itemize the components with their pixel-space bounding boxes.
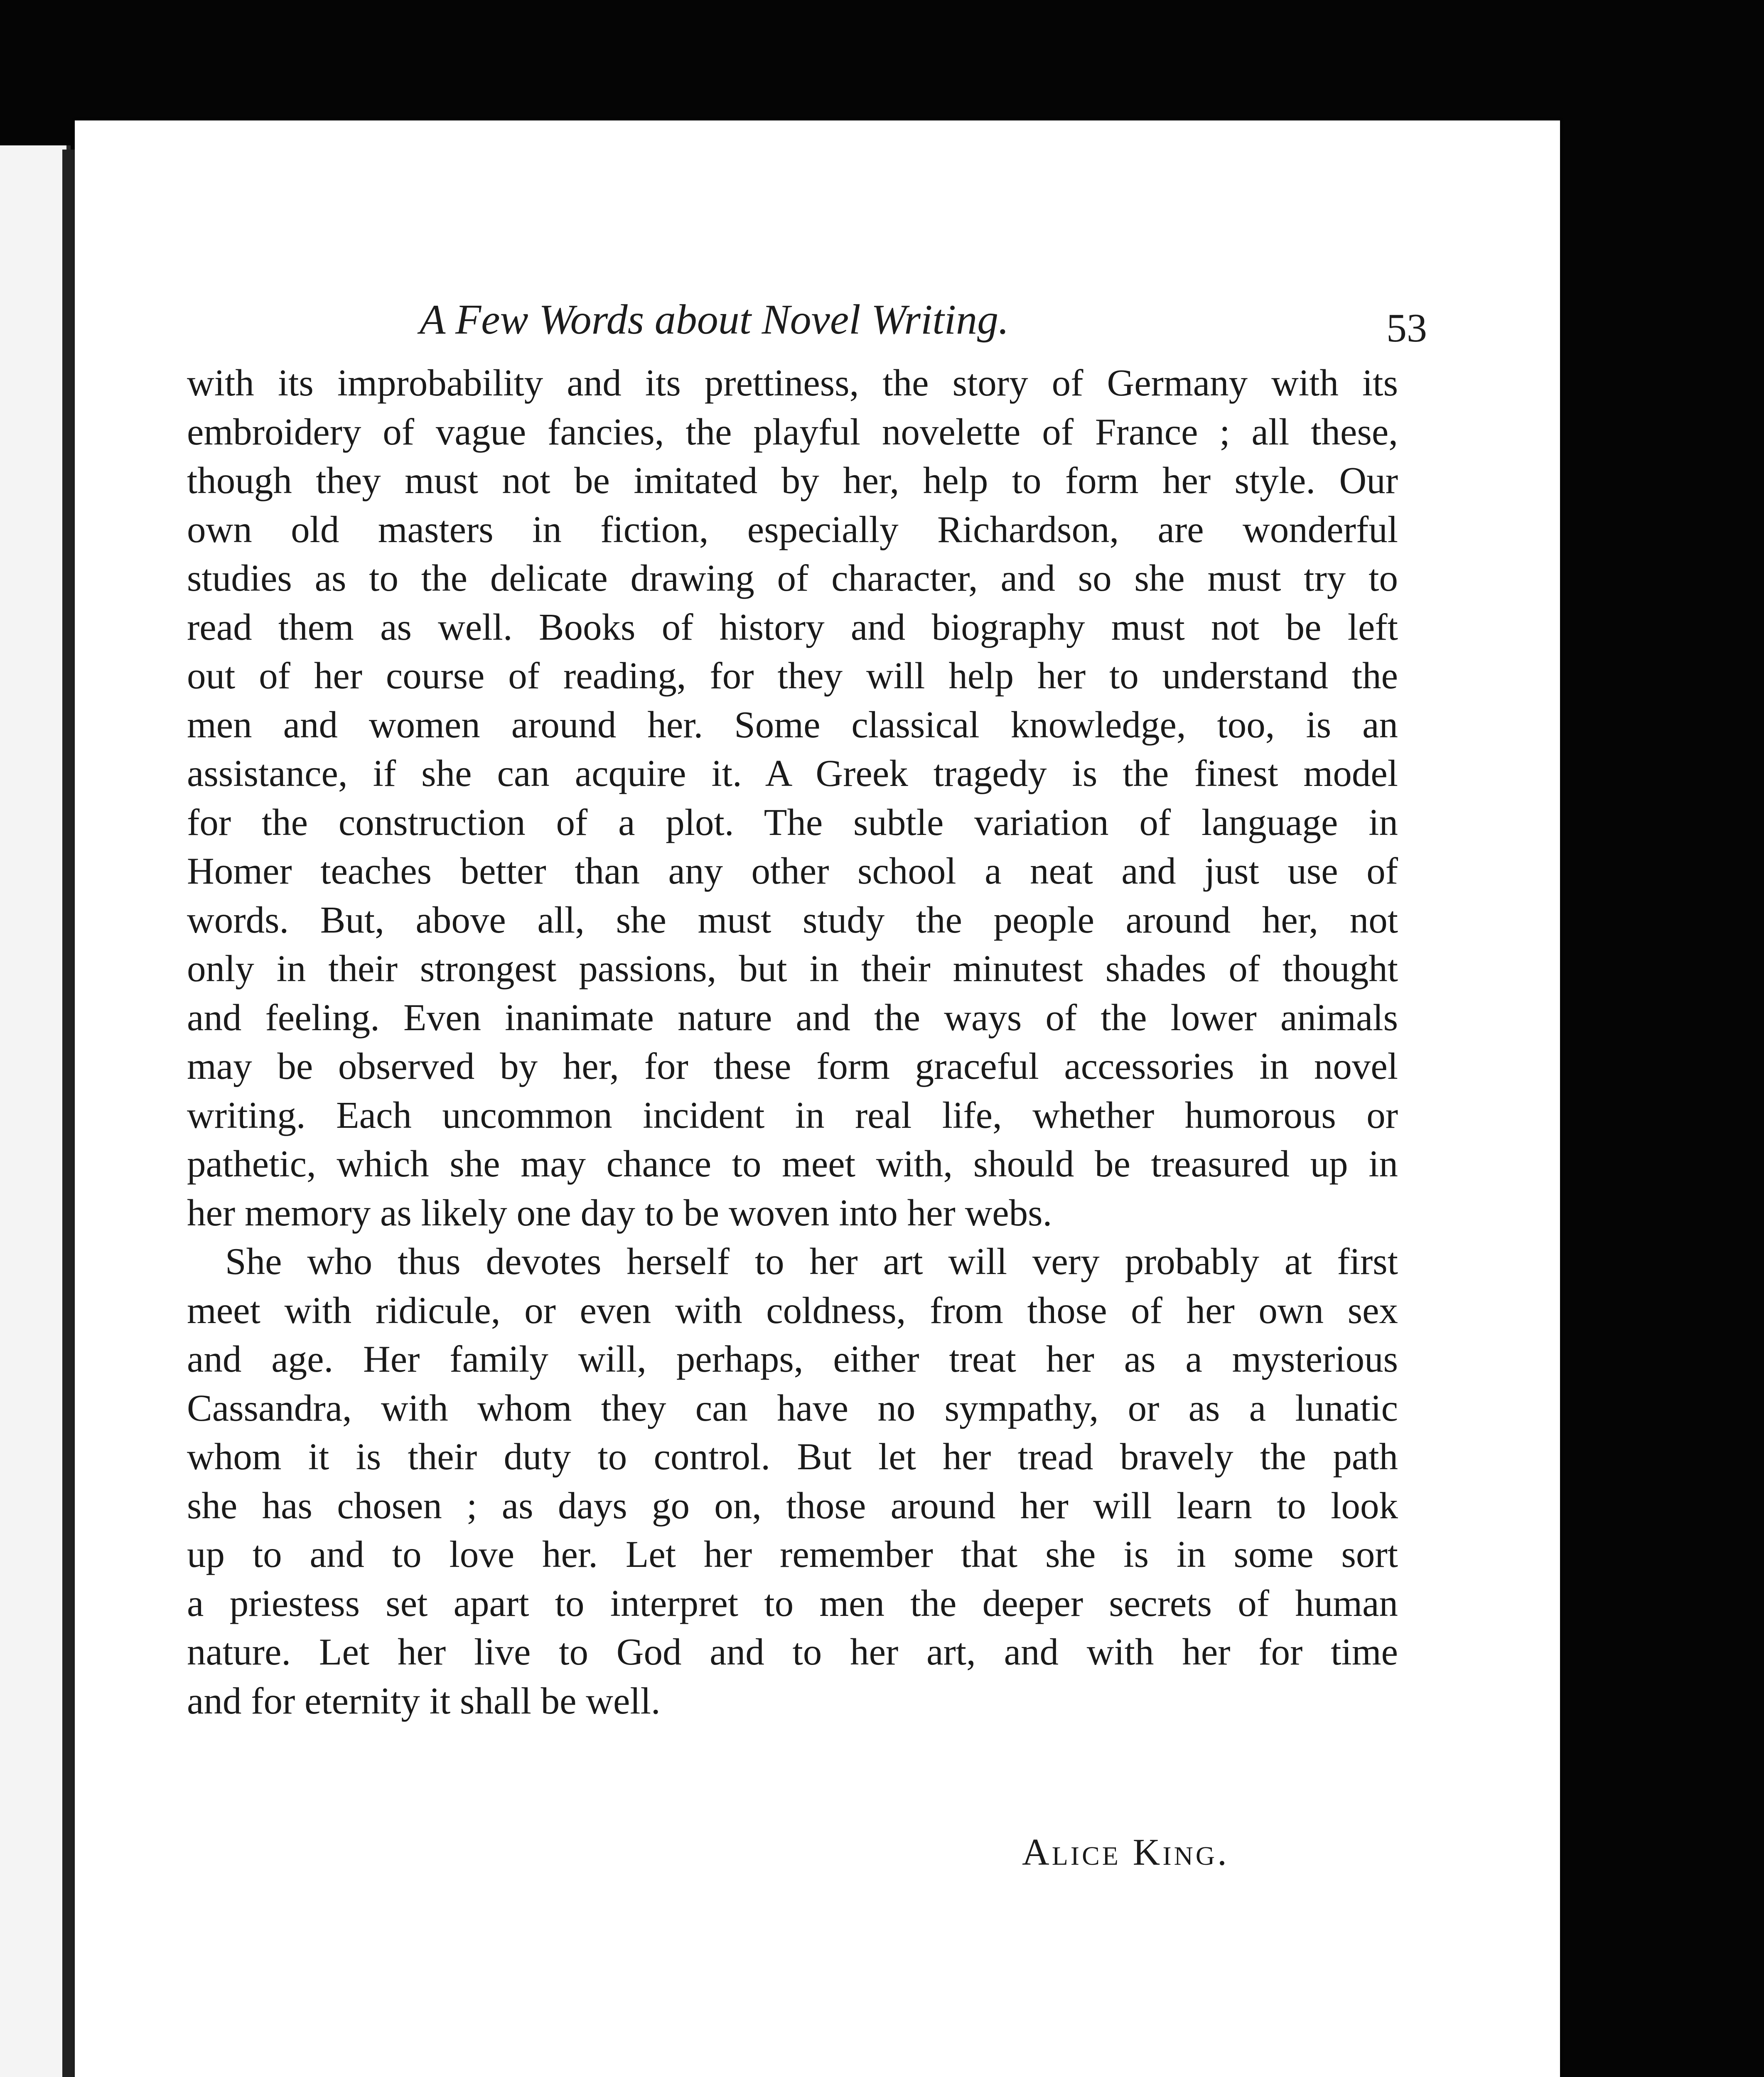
text-line: and age. Her family will, perhaps, either treat her as a mysterious	[187, 1338, 1398, 1380]
text-line: though they must not be imitated by her, help to form her style. Our	[187, 459, 1398, 501]
text-line: pathetic, which she may chance to meet with, should be treasured up in	[187, 1143, 1398, 1185]
text-line: She who thus devotes herself to her art will very probably at first	[225, 1240, 1398, 1282]
text-line: read them as well. Books of history and biography must not be left	[187, 606, 1398, 648]
text-line: Homer teaches better than any other school a neat and just use of	[187, 850, 1398, 892]
text-line: words. But, above all, she must study the people around her, not	[187, 899, 1398, 941]
left-page-edge	[0, 145, 71, 2077]
text-line: studies as to the delicate drawing of character, and so she must try to	[187, 557, 1398, 599]
text-line: her memory as likely one day to be woven into her webs.	[187, 1191, 1052, 1234]
paragraph	[187, 1237, 1398, 1725]
running-head-title: A Few Words about Novel Writing.	[420, 296, 1009, 343]
text-line: and feeling. Even inanimate nature and the ways of the lower animals	[187, 996, 1398, 1038]
text-line: a priestess set apart to interpret to men the deeper secrets of human	[187, 1582, 1398, 1624]
text-line: assistance, if she can acquire it. A Greek tragedy is the finest model	[187, 752, 1398, 794]
text-line: Cassandra, with whom they can have no sympathy, or as a lunatic	[187, 1387, 1398, 1429]
text-line: nature. Let her live to God and to her art, and with her for time	[187, 1631, 1398, 1673]
book-page	[75, 120, 1560, 2077]
paragraph	[187, 358, 1398, 1237]
text-line: meet with ridicule, or even with coldness, from those of her own sex	[187, 1289, 1398, 1331]
text-line: up to and to love her. Let her remember that she is in some sort	[187, 1533, 1398, 1575]
text-line: with its improbability and its prettiness, the story of Germany with its	[187, 362, 1398, 404]
text-line: may be observed by her, for these form graceful accessories in novel	[187, 1045, 1398, 1087]
text-line: and for eternity it shall be well.	[187, 1679, 661, 1722]
body-text	[187, 358, 1398, 1725]
text-line: whom it is their duty to control. But let her tread bravely the path	[187, 1436, 1398, 1478]
author-signature: Alice King.	[1022, 1831, 1229, 1873]
text-line: own old masters in fiction, especially Richardson, are wonderful	[187, 508, 1398, 550]
running-head	[75, 287, 1560, 353]
page-number: 53	[1386, 306, 1427, 351]
text-line: men and women around her. Some classical knowledge, too, is an	[187, 703, 1398, 746]
text-line: writing. Each uncommon incident in real life, whether humorous or	[187, 1094, 1398, 1136]
text-line: for the construction of a plot. The subtle variation of language in	[187, 801, 1398, 843]
text-line: embroidery of vague fancies, the playful novelette of France ; all these,	[187, 410, 1398, 453]
text-line: out of her course of reading, for they will help her to understand the	[187, 655, 1398, 697]
text-line: she has chosen ; as days go on, those around her will learn to look	[187, 1484, 1398, 1527]
text-line: only in their strongest passions, but in their minutest shades of thought	[187, 948, 1398, 989]
